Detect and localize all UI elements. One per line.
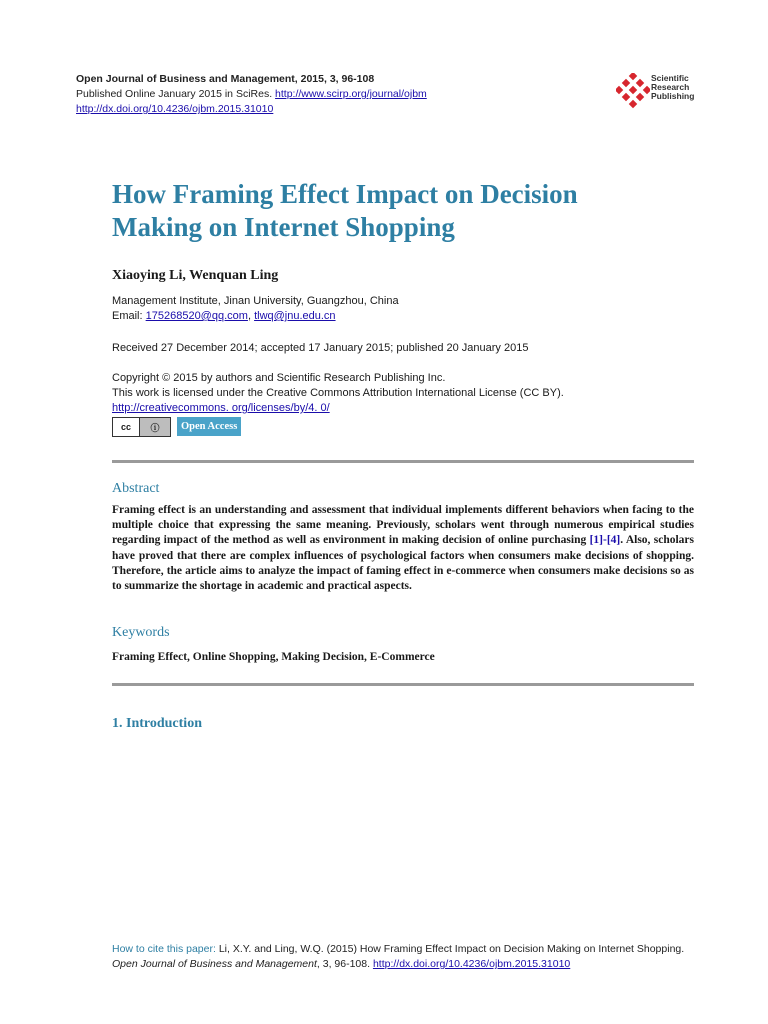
journal-header <box>76 72 427 117</box>
doi-link[interactable]: http://dx.doi.org/10.4236/ojbm.2015.31010 <box>76 103 274 115</box>
journal-url-link[interactable]: http://www.scirp.org/journal/ojbm <box>275 88 427 100</box>
cite-volume: , 3, 96-108. <box>316 958 371 970</box>
paper-title: How Framing Effect Impact on Decision Making on Internet Shopping <box>112 179 578 242</box>
scirp-logo-icon <box>616 73 650 109</box>
cite-doi-link[interactable]: http://dx.doi.org/10.4236/ojbm.2015.31010 <box>372 958 571 970</box>
cite-text: Li, X.Y. and Ling, W.Q. (2015) How Framing Effect Impact on Decision Making on Internet Shopping. <box>218 943 685 955</box>
license-line: This work is licensed under the Creative Commons Attribution International License (CC BY). <box>112 387 564 399</box>
abstract-heading: Abstract <box>112 481 160 496</box>
section-heading-introduction: 1. Introduction <box>112 716 202 731</box>
affiliation-block <box>112 294 399 324</box>
divider-bottom <box>112 683 694 686</box>
keywords-list: Framing Effect, Online Shopping, Making Decision, E-Commerce <box>112 651 435 663</box>
citation-link[interactable]: [1]-[4] <box>589 534 621 547</box>
journal-name: Open Journal of Business and Management, 2015, 3, 96-108 <box>76 73 375 85</box>
attribution-icon: ⓘ <box>150 422 160 433</box>
email-link-1[interactable]: 175268520@qq.com <box>145 310 248 322</box>
email-line: Email: 175268520@qq.com, tlwq@jnu.edu.cn <box>112 310 336 322</box>
cc-icon: cc <box>113 418 140 436</box>
copyright-block <box>112 371 564 416</box>
received-dates: Received 27 December 2014; accepted 17 January 2015; published 20 January 2015 <box>112 342 529 354</box>
email-link-2[interactable]: tlwq@jnu.edu.cn <box>254 310 336 322</box>
how-to-cite <box>112 942 712 972</box>
scirp-logo <box>616 73 706 113</box>
open-access-badge[interactable]: Open Access <box>177 417 241 436</box>
abstract-body: Framing effect is an understanding and assessment that individual implements different behaviors when facing to the multiple choice that expressing the same meaning. Previously, scholars went through numerous empirical studies regarding impact of the method as well as environment in making decision of online purchasing [1]-[4]. Also, scholars have proved that there are complex influences of psychological factors when consumers make decisions of shopping. Therefore, the article aims to analyze the impact of faming effect in e-commerce when consumers make decisions so as to summarize the shortage in academic and practical aspects. <box>112 504 695 593</box>
keywords-heading: Keywords <box>112 625 170 640</box>
cite-journal: Open Journal of Business and Management <box>112 958 317 970</box>
copyright-line: Copyright © 2015 by authors and Scientific Research Publishing Inc. <box>112 372 446 384</box>
authors: Xiaoying Li, Wenquan Ling <box>112 268 279 283</box>
affiliation: Management Institute, Jinan University, Guangzhou, China <box>112 295 399 307</box>
cc-by-badge[interactable] <box>112 417 171 437</box>
cite-label: How to cite this paper: <box>112 943 216 955</box>
published-line <box>76 87 427 102</box>
published-prefix: Published Online January 2015 in SciRes. <box>76 88 273 100</box>
logo-text: Scientific Research Publishing <box>651 73 695 101</box>
license-link[interactable]: http://creativecommons. org/licenses/by/4. 0/ <box>112 402 330 414</box>
divider-top <box>112 460 694 463</box>
